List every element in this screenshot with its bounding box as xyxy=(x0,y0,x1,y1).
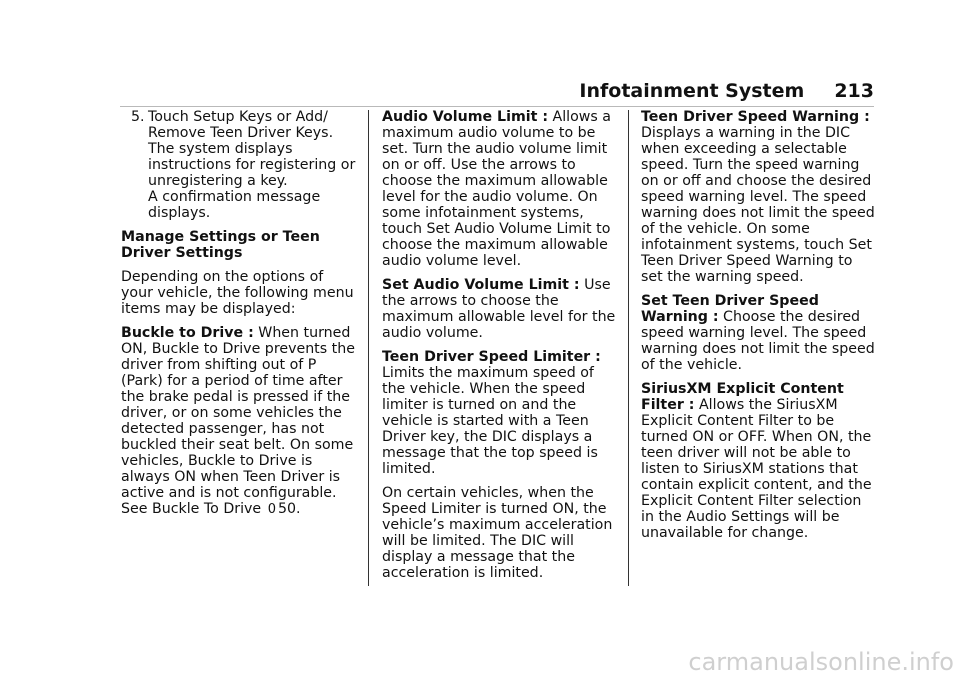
set-audio-limit-term: Set Audio Volume Limit : xyxy=(382,277,580,293)
step-text-confirm: A confirmation message displays. xyxy=(148,189,321,221)
set-speed-warning-term: Set Teen Driver Speed Warning : xyxy=(641,293,819,325)
settings-heading: Manage Settings or Teen Driver Settings xyxy=(121,229,320,261)
step-text-line1: Touch Setup Keys or Add/ xyxy=(148,109,328,125)
audio-limit-text: Allows a maximum audio volume to be set. Turn the audio volume limit on or off. Use the arrows to choose the maximum allowable level for the audio volume. On some infotainment systems, touch Set Audio Volume Limit to choose the maximum allowable audio volume level. xyxy=(382,109,611,269)
column-2 xyxy=(382,109,616,589)
speed-limiter-item xyxy=(382,349,616,477)
speed-warning-text: Displays a warning in the DIC when exceeding a selectable speed. Turn the speed warning on or off and choose the desired speed warning level. The speed warning does not limit the speed of the vehicle. On some infotainment systems, touch Set Teen Driver Speed Warning to set the warning speed. xyxy=(641,125,875,285)
step-5 xyxy=(121,109,357,221)
set-speed-warning-text: Choose the desired speed warning level. The speed warning does not limit the speed of the vehicle. xyxy=(641,309,875,373)
set-audio-volume-limit-item xyxy=(382,277,616,341)
header-rule xyxy=(120,106,874,107)
buckle-to-drive-item xyxy=(121,325,357,518)
audio-limit-term: Audio Volume Limit : xyxy=(382,109,548,125)
watermark: carmanualsonline.info xyxy=(688,648,954,676)
menu-intro: Depending on the options of your vehicle, the following menu items may be displayed: xyxy=(121,269,354,317)
column-divider-2 xyxy=(628,110,629,586)
step-text-line2: Remove Teen Driver Keys. xyxy=(148,125,334,141)
audio-volume-limit-item xyxy=(382,109,616,269)
buckle-term: Buckle to Drive : xyxy=(121,325,254,341)
page-header xyxy=(579,80,874,102)
buckle-text: When turned ON, Buckle to Drive prevents the driver from shifting out of P (Park) for a period of time after the brake pedal is pressed if the driver, or on some vehicles the detected passenger, has not buckled their seat belt. On some vehicles, Buckle to Drive is always ON when Teen Driver is active and is not configurable. See Buckle To Drive xyxy=(121,325,355,517)
siriusxm-filter-item xyxy=(641,381,877,541)
section-title: Infotainment System xyxy=(579,80,805,102)
column-divider-1 xyxy=(368,110,369,586)
speed-warning-item xyxy=(641,109,877,285)
step-text-rest: The system displays instructions for registering or unregistering a key. xyxy=(148,141,356,189)
page-number: 213 xyxy=(834,80,874,102)
buckle-ref-page[interactable]: 50. xyxy=(277,501,301,517)
column-1 xyxy=(121,109,357,526)
speed-limiter-term: Teen Driver Speed Limiter : xyxy=(382,349,601,365)
acceleration-note: On certain vehicles, when the Speed Limiter is turned ON, the vehicle’s maximum acceleration will be limited. The DIC will display a message that the acceleration is limited. xyxy=(382,485,613,581)
page-reference-icon: 0 xyxy=(267,502,276,517)
step-body xyxy=(148,109,357,221)
speed-limiter-text: Limits the maximum speed of the vehicle. When the speed limiter is turned on and the vehicle is started with a Teen Driver key, the DIC displays a message that the top speed is limited. xyxy=(382,365,598,477)
step-number: 5. xyxy=(131,109,145,125)
siriusxm-filter-term: SiriusXM Explicit Content Filter : xyxy=(641,381,844,413)
set-audio-limit-text: Use the arrows to choose the maximum allowable level for the audio volume. xyxy=(382,277,616,341)
column-3 xyxy=(641,109,877,549)
speed-warning-term: Teen Driver Speed Warning : xyxy=(641,109,870,125)
set-speed-warning-item xyxy=(641,293,877,373)
siriusxm-filter-text: Allows the SiriusXM Explicit Content Filter to be turned ON or OFF. When ON, the teen driver will not be able to listen to SiriusXM stations that contain explicit content, and the Explicit Content Filter selection in the Audio Settings will be unavailable for change. xyxy=(641,397,872,541)
